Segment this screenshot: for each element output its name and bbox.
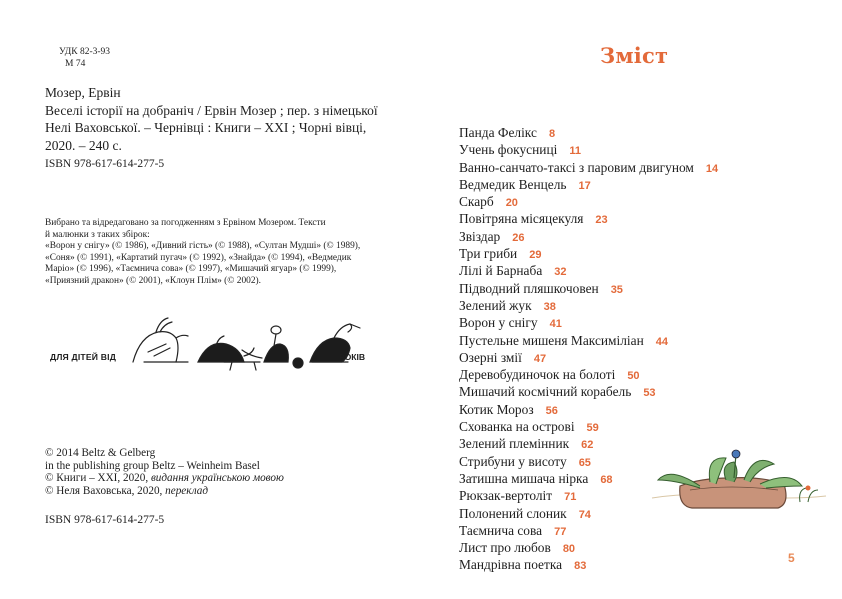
toc-entry xyxy=(459,160,718,177)
toc-entry-page: 32 xyxy=(554,266,567,279)
toc-entry-page: 68 xyxy=(600,473,613,486)
copyright-italic: видання українською мовою xyxy=(150,472,284,485)
toc-entry xyxy=(459,177,718,194)
page-number: 5 xyxy=(788,551,795,565)
biblio-line: Веселі історії на добраніч / Ервін Мозер ; пер. з німецької xyxy=(45,102,378,118)
toc-entry-title: Таємнича сова xyxy=(459,522,543,538)
flower-pot-illustration xyxy=(650,446,828,546)
bibliographic-record xyxy=(45,84,391,154)
toc-entry xyxy=(459,402,718,419)
toc-entry-title: Лист про любов xyxy=(459,540,551,556)
toc-entry-page: 17 xyxy=(578,179,591,192)
toc-entry-title: Підводний пляшкочовен xyxy=(459,280,599,296)
toc-entry-title: Учень фокусниці xyxy=(459,142,558,158)
copyright-block xyxy=(45,447,284,498)
toc-entry xyxy=(459,315,718,332)
toc-entry-title: Стрибуни у висоту xyxy=(459,453,567,469)
selection-line: «Соня» (© 1991), «Картатий пугач» (© 1992), «Знайда» (© 1994), «Ведмедик xyxy=(45,252,352,263)
toc-entry-page: 65 xyxy=(578,456,591,469)
toc-entry-page: 74 xyxy=(578,508,591,521)
copyright-line xyxy=(45,485,284,498)
toc-entry xyxy=(459,367,718,384)
toc-entry xyxy=(459,125,718,142)
isbn-top: ISBN 978-617-614-277-5 xyxy=(45,158,165,170)
age-rating-drawing xyxy=(48,316,378,374)
toc-entry-title: Три гриби xyxy=(459,246,518,262)
toc-entry-title: Мандрівна поетка xyxy=(459,557,563,573)
age-rating-illustration xyxy=(48,316,378,374)
toc-entry xyxy=(459,419,718,436)
toc-entry-title: Повітряна місяцекуля xyxy=(459,211,584,227)
biblio-line: 2020. – 240 с. xyxy=(45,137,122,153)
toc-title: Зміст xyxy=(600,43,669,68)
author-mark: М 74 xyxy=(65,59,86,69)
toc-entry-title: Озерні змії xyxy=(459,349,522,365)
copyright-line xyxy=(45,472,284,485)
toc-entry-title: Зелений племінник xyxy=(459,436,570,452)
toc-entry-page: 80 xyxy=(562,543,576,556)
toc-entry-title: Ведмедик Венцель xyxy=(459,176,567,192)
age-label-right: РОКІВ xyxy=(339,352,366,362)
toc-entry-title: Зелений жук xyxy=(459,297,532,313)
toc-entry-page: 77 xyxy=(554,525,567,538)
toc-entry-page: 41 xyxy=(549,318,562,331)
toc-entry xyxy=(459,229,718,246)
toc-entry xyxy=(459,211,718,228)
toc-entry-page: 23 xyxy=(595,214,608,227)
udk-code: УДК 82-3-93 xyxy=(59,47,111,57)
age-label-left: ДЛЯ ДІТЕЙ ВІД xyxy=(50,352,117,362)
toc-entry-title: Схованка на острові xyxy=(459,419,575,435)
copyright-text: © Неля Ваховська, 2020, xyxy=(45,485,166,498)
selection-line: Вибрано та відредаговано за погодженням з Ервіном Мозером. Тексти xyxy=(45,218,326,228)
copyright-text: © Книги – ХХІ, 2020, xyxy=(45,472,151,485)
copyright-italic: переклад xyxy=(165,485,208,498)
toc-entry-title: Ворон у снігу xyxy=(459,315,538,331)
toc-entry-page: 38 xyxy=(543,300,556,313)
toc-entry-title: Ванно-санчато-таксі з паровим двигуном xyxy=(459,159,694,175)
toc-entry-page: 20 xyxy=(505,197,518,210)
toc-entry-title: Деревобудиночок на болоті xyxy=(459,367,616,383)
selection-note xyxy=(45,218,385,288)
toc-entry-page: 11 xyxy=(569,145,581,158)
selection-line: Маріо» (© 1996), «Таємнича сова» (© 1997), «Мишачий ягуар» (© 1999), xyxy=(45,264,337,275)
toc-entry-page: 14 xyxy=(705,162,719,175)
toc-entry xyxy=(459,333,718,350)
toc-entry-title: Панда Фелікс xyxy=(459,125,537,140)
toc-entry-page: 29 xyxy=(529,249,542,262)
toc-entry-title: Пустельне мишеня Максиміліан xyxy=(459,332,644,348)
toc-entry-page: 26 xyxy=(512,231,525,244)
toc-entry-page: 71 xyxy=(564,491,577,504)
author-name: Мозер, Ервін xyxy=(45,85,121,100)
toc-entry-title: Котик Мороз xyxy=(459,401,534,417)
toc-entry xyxy=(459,350,718,367)
toc-entry xyxy=(459,142,718,159)
toc-entry-page: 8 xyxy=(548,128,556,140)
toc-entry xyxy=(459,384,718,401)
toc-entry xyxy=(459,281,718,298)
toc-entry-title: Лілі й Барнаба xyxy=(459,263,543,279)
udk-block xyxy=(59,46,110,70)
isbn-bottom: ISBN 978-617-614-277-5 xyxy=(45,514,165,526)
toc-entry xyxy=(459,263,718,280)
toc-entry xyxy=(459,246,718,263)
toc-entry xyxy=(459,194,718,211)
selection-line: «Ворон у снігу» (© 1986), «Дивний гість» (© 1988), «Султан Мудші» (© 1989), xyxy=(45,241,361,252)
toc-entry-page: 59 xyxy=(586,422,599,435)
selection-line: й малюнки з таких збірок: xyxy=(45,229,150,240)
toc-entry-title: Рюкзак-вертоліт xyxy=(459,488,553,504)
toc-entry-page: 35 xyxy=(610,283,623,296)
toc-entry xyxy=(459,557,718,574)
toc-entry-title: Затишна мишача нірка xyxy=(459,470,589,486)
toc-entry-page: 56 xyxy=(545,404,558,417)
toc-entry-page: 62 xyxy=(581,439,594,452)
copyright-line: © 2014 Beltz & Gelberg xyxy=(45,447,156,459)
copyright-line: in the publishing group Beltz – Weinheim Basel xyxy=(45,459,260,472)
toc-entry-page: 50 xyxy=(627,370,640,383)
toc-entry-page: 47 xyxy=(533,352,547,365)
toc-entry-page: 44 xyxy=(655,335,669,348)
toc-entry-title: Скарб xyxy=(459,194,494,210)
selection-line: «Приязний дракон» (© 2001), «Клоун Плім» (© 2002). xyxy=(45,275,261,286)
toc-entry-page: 83 xyxy=(574,560,587,573)
toc-entry-title: Мишачий космічний корабель xyxy=(459,384,632,400)
toc-entry xyxy=(459,298,718,315)
toc-entry-title: Полонений слоник xyxy=(459,505,567,521)
biblio-line: Нелі Ваховської. – Чернівці : Книги – ХХІ ; Чорні вівці, xyxy=(45,120,367,136)
toc-entry-title: Звіздар xyxy=(459,228,501,244)
toc-entry-page: 53 xyxy=(643,387,656,400)
